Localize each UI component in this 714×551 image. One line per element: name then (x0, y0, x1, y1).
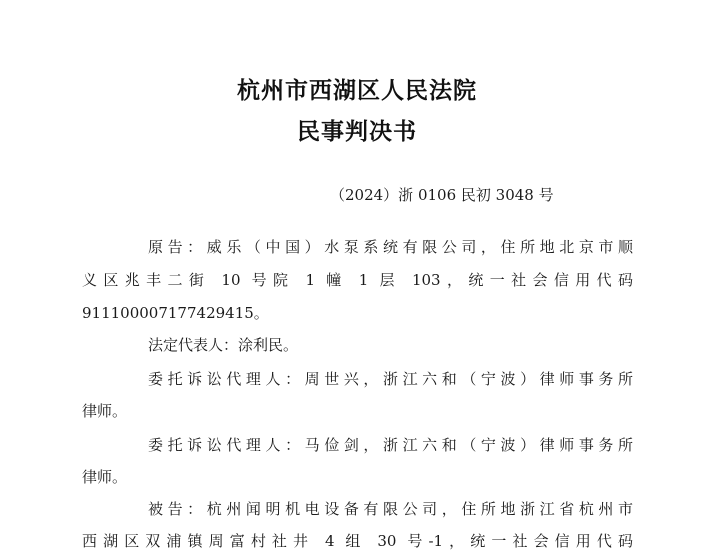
case-number: （2024）浙 0106 民初 3048 号 (330, 186, 554, 204)
document-type-heading: 民事判决书 (297, 119, 417, 145)
plaintiff-line-2: 义区兆丰二街 10 号院 1 幢 1 层 103，统一社会信用代码 (82, 271, 633, 289)
defendant-line-1: 被告：杭州闻明机电设备有限公司，住所地浙江省杭州市 (148, 500, 633, 518)
defendant-line-2: 西湖区双浦镇周富村社井 4 组 30 号-1，统一社会信用代码 (82, 532, 633, 550)
agent-1-line-1: 委托诉讼代理人：周世兴，浙江六和（宁波）律师事务所 (148, 370, 633, 388)
court-name-heading: 杭州市西湖区人民法院 (237, 78, 477, 104)
plaintiff-line-3: 911100007177429415。 (82, 304, 269, 322)
plaintiff-line-1: 原告：威乐（中国）水泵系统有限公司，住所地北京市顺 (148, 238, 633, 256)
agent-2-line-1: 委托诉讼代理人：马俭剑，浙江六和（宁波）律师事务所 (148, 436, 633, 454)
legal-representative-line: 法定代表人：涂利民。 (148, 336, 299, 354)
agent-1-line-2: 律师。 (82, 402, 128, 420)
agent-2-line-2: 律师。 (82, 468, 128, 486)
